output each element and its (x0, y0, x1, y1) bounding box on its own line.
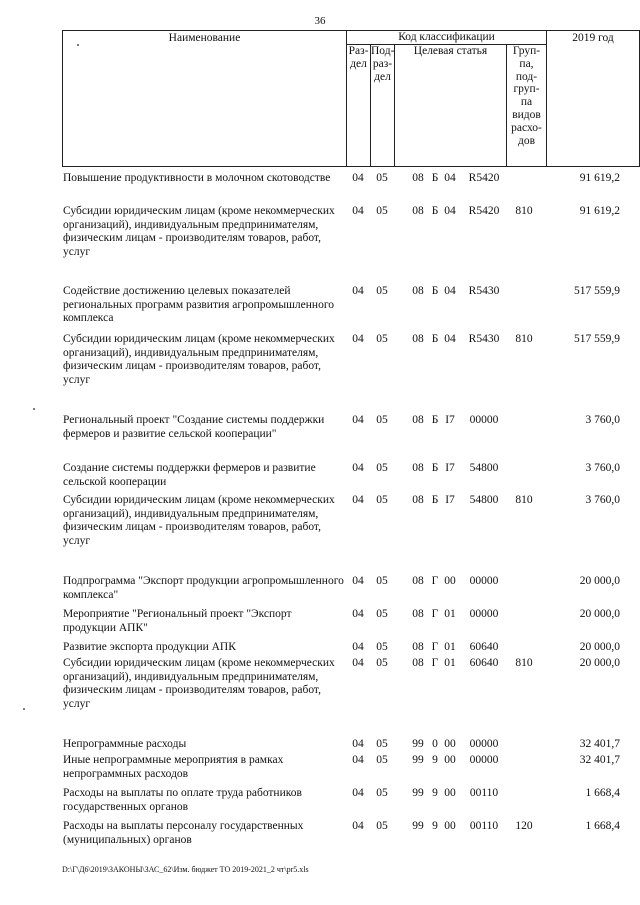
row-target-4: 00000 (469, 575, 499, 587)
row-target-1: 99 (412, 754, 424, 766)
row-target-2: Б (431, 494, 439, 506)
row-target-4: 00000 (469, 754, 499, 766)
header-name: Наименование (63, 31, 347, 167)
row-amount: 32 401,7 (579, 738, 620, 750)
row-razdel: 04 (352, 657, 364, 669)
row-target-2: Г (431, 657, 439, 669)
row-target-2: Г (431, 575, 439, 587)
row-razdel: 04 (352, 414, 364, 426)
row-target-2: 9 (432, 787, 438, 799)
row-target-1: 08 (412, 462, 424, 474)
row-podrazdel: 05 (376, 575, 388, 587)
page-number: 36 (314, 15, 326, 27)
row-target-4: 00000 (469, 738, 499, 750)
row-target-2: Б (431, 414, 439, 426)
row-target-3: 01 (444, 608, 456, 620)
row-podrazdel: 05 (376, 494, 388, 506)
row-razdel: 04 (352, 787, 364, 799)
row-name: Субсидии юридическим лицам (кроме некоммерческих организаций), индивидуальным предпринимателям, физическим лицам - производителям товаров, работ, услуг (63, 657, 335, 710)
row-name: Субсидии юридическим лицам (кроме некоммерческих организаций), индивидуальным предпринимателям, физическим лицам - производителям товаров, работ, услуг (63, 333, 335, 386)
row-amount: 517 559,9 (574, 333, 620, 345)
row-target-1: 08 (412, 608, 424, 620)
row-target-2: 9 (432, 820, 438, 832)
row-razdel: 04 (352, 738, 364, 750)
row-amount: 20 000,0 (579, 575, 620, 587)
header-razdel: Раз- дел (347, 45, 371, 167)
row-target-3: 00 (444, 820, 456, 832)
row-amount: 20 000,0 (579, 608, 620, 620)
row-target-1: 99 (412, 787, 424, 799)
header-year: 2019 год (547, 31, 640, 167)
row-target-1: 08 (412, 172, 424, 184)
row-vid: 810 (515, 333, 533, 345)
row-razdel: 04 (352, 820, 364, 832)
row-target-4: R5420 (468, 172, 500, 184)
row-name: Содействие достижению целевых показателей региональных программ развития агропромышленного комплекса (63, 285, 335, 325)
row-podrazdel: 05 (376, 657, 388, 669)
header-code: Код классификации (347, 31, 547, 45)
row-target-2: Г (431, 641, 439, 653)
row-target-2: Б (431, 285, 439, 297)
scan-speck (23, 708, 25, 710)
row-podrazdel: 05 (376, 333, 388, 345)
row-target-1: 99 (412, 738, 424, 750)
row-target-4: R5430 (468, 285, 500, 297)
row-target-3: I7 (445, 494, 455, 506)
row-razdel: 04 (352, 205, 364, 217)
row-name: Субсидии юридическим лицам (кроме некоммерческих организаций), индивидуальным предпринимателям, физическим лицам - производителям товаров, работ, услуг (63, 205, 335, 258)
row-razdel: 04 (352, 462, 364, 474)
row-podrazdel: 05 (376, 754, 388, 766)
header-podrazdel: Под- раз- дел (371, 45, 395, 167)
row-target-1: 08 (412, 205, 424, 217)
row-amount: 91 619,2 (579, 205, 620, 217)
row-podrazdel: 05 (376, 787, 388, 799)
row-amount: 20 000,0 (579, 641, 620, 653)
row-name: Повышение продуктивности в молочном скотоводстве (63, 172, 331, 184)
row-name: Развитие экспорта продукции АПК (63, 641, 236, 653)
row-target-3: 04 (444, 172, 456, 184)
row-target-4: 54800 (469, 494, 499, 506)
row-podrazdel: 05 (376, 414, 388, 426)
row-target-1: 08 (412, 333, 424, 345)
row-amount: 32 401,7 (579, 754, 620, 766)
header-vid: Груп- па, под- груп- па видов расхо- дов (507, 45, 547, 167)
row-razdel: 04 (352, 285, 364, 297)
row-name: Создание системы поддержки фермеров и развитие сельской кооперации (63, 462, 316, 488)
row-target-2: Б (431, 205, 439, 217)
row-target-3: I7 (445, 414, 455, 426)
row-podrazdel: 05 (376, 641, 388, 653)
row-amount: 1 668,4 (585, 820, 620, 832)
row-target-3: 04 (444, 285, 456, 297)
row-target-2: Б (431, 333, 439, 345)
row-target-4: 00110 (469, 787, 499, 799)
row-name: Мероприятие "Региональный проект "Экспорт продукции АПК" (63, 608, 292, 634)
row-amount: 91 619,2 (579, 172, 620, 184)
row-razdel: 04 (352, 608, 364, 620)
row-target-3: 01 (444, 657, 456, 669)
row-name: Расходы на выплаты персоналу государственных (муниципальных) органов (63, 820, 304, 846)
row-target-2: 9 (432, 754, 438, 766)
row-target-1: 08 (412, 414, 424, 426)
row-target-4: 60640 (469, 641, 499, 653)
row-target-3: 00 (444, 787, 456, 799)
row-target-4: R5420 (468, 205, 500, 217)
row-podrazdel: 05 (376, 462, 388, 474)
row-name: Иные непрограммные мероприятия в рамках непрограммных расходов (63, 754, 284, 780)
row-razdel: 04 (352, 494, 364, 506)
row-target-1: 08 (412, 575, 424, 587)
row-name: Расходы на выплаты по оплате труда работников государственных органов (63, 787, 302, 813)
file-path-footer: D:\Г\Д6\2019\ЗАКОНЫ\ЗАС_62\Изм. бюджет ТО 2019-2021_2 чт\pr5.xls (62, 865, 309, 874)
row-target-1: 08 (412, 657, 424, 669)
row-name: Подпрограмма "Экспорт продукции агропромышленного комплекса" (63, 575, 344, 601)
row-target-4: 00000 (469, 608, 499, 620)
row-target-3: 00 (444, 754, 456, 766)
table-header (62, 30, 640, 167)
row-target-3: 04 (444, 333, 456, 345)
row-target-1: 08 (412, 285, 424, 297)
header-target: Целевая статья (395, 45, 507, 167)
row-target-4: 54800 (469, 462, 499, 474)
row-target-2: Б (431, 172, 439, 184)
row-razdel: 04 (352, 575, 364, 587)
row-vid: 810 (515, 494, 533, 506)
row-name: Субсидии юридическим лицам (кроме некоммерческих организаций), индивидуальным предпринимателям, физическим лицам - производителям товаров, работ, услуг (63, 494, 335, 547)
row-name: Непрограммные расходы (63, 738, 187, 750)
row-target-2: Г (431, 608, 439, 620)
scan-speck (33, 408, 35, 410)
scan-speck (77, 44, 79, 46)
row-target-2: Б (431, 462, 439, 474)
row-target-4: 00000 (469, 414, 499, 426)
row-razdel: 04 (352, 754, 364, 766)
row-razdel: 04 (352, 172, 364, 184)
row-podrazdel: 05 (376, 172, 388, 184)
row-target-3: 01 (444, 641, 456, 653)
row-podrazdel: 05 (376, 285, 388, 297)
row-target-3: 00 (444, 575, 456, 587)
row-podrazdel: 05 (376, 608, 388, 620)
row-target-4: R5430 (468, 333, 500, 345)
row-target-4: 60640 (469, 657, 499, 669)
row-vid: 810 (515, 657, 533, 669)
row-name: Региональный проект "Создание системы поддержки фермеров и развитие сельской кооперации" (63, 414, 325, 440)
row-target-3: 00 (444, 738, 456, 750)
row-target-1: 08 (412, 494, 424, 506)
row-vid: 120 (515, 820, 533, 832)
row-podrazdel: 05 (376, 205, 388, 217)
row-target-1: 08 (412, 641, 424, 653)
row-target-2: 0 (432, 738, 438, 750)
row-amount: 517 559,9 (574, 285, 620, 297)
row-podrazdel: 05 (376, 738, 388, 750)
row-target-4: 00110 (469, 820, 499, 832)
row-target-1: 99 (412, 820, 424, 832)
row-amount: 3 760,0 (585, 414, 620, 426)
row-amount: 20 000,0 (579, 657, 620, 669)
row-vid: 810 (515, 205, 533, 217)
row-amount: 3 760,0 (585, 462, 620, 474)
row-razdel: 04 (352, 333, 364, 345)
row-target-3: I7 (445, 462, 455, 474)
row-razdel: 04 (352, 641, 364, 653)
row-amount: 3 760,0 (585, 494, 620, 506)
row-amount: 1 668,4 (585, 787, 620, 799)
row-target-3: 04 (444, 205, 456, 217)
row-podrazdel: 05 (376, 820, 388, 832)
